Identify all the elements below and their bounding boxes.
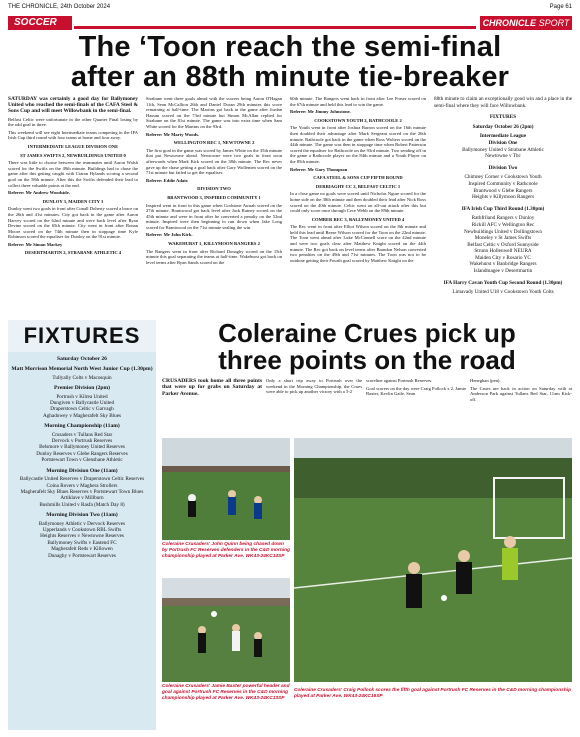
fixture-line: Rickill AFC v Wellington Rec	[471, 221, 535, 228]
match-heading: DUNLOY 3, MAIDEN CITY 3	[42, 198, 104, 204]
paragraph: This weekend will see eight Intermediate teams competing in the IFA Irish Cup third round with four teams at home and four away.	[8, 129, 138, 141]
fixture-line: Belfast Celtic v Oxford Sunnyside	[467, 241, 539, 248]
fixture-line: Portrush v Kilrea United	[56, 393, 108, 400]
fixture-line: Magherafelt Reds v Killowen	[51, 546, 113, 553]
fixture-line: Tullyally Colts v Macosquin	[52, 374, 112, 381]
fixture-line: Brantwood v Glebe Rangers	[473, 187, 533, 194]
fixture-line: Artiklave v Millburn	[60, 495, 104, 502]
referee-line: Referee: Mr Jimmy Johnstone.	[290, 109, 351, 115]
fixture-group-heading: Division Two	[488, 164, 518, 171]
fixture-line: Strunn Hollenwell NEURA	[474, 248, 532, 255]
fixture-group-heading: Intermediate League	[479, 133, 527, 140]
fixture-line: Maiden City v Rosario YC	[475, 254, 531, 261]
fixture-group-heading: Morning Division One (11am)	[46, 467, 118, 474]
fixture-line: Coina Rovers v Maghera Strollers	[46, 482, 118, 489]
fixtures-date: Saturday October 26 (2pm)	[472, 123, 534, 130]
paragraph: Heneghan (pen).	[470, 378, 501, 383]
match-heading: COOKSTOWN YOUTH 2, RATHCOOLE 2	[314, 117, 402, 123]
match-photo-1	[162, 438, 290, 540]
fixture-line: Inspired Community v Rathcoole	[468, 180, 538, 187]
paragraph: 88th minute to claim an exceptionally good win and a place in the semi-final where they will face Willowbank.	[434, 96, 572, 109]
fixture-line: Draperstown Celtic v Garvagh	[50, 406, 114, 413]
referee-line: Referee: Mr Marty Woods.	[146, 131, 200, 137]
paragraph: Only a short trip away to Portrush over the weekend in the Morning Championship, the Crues were able to pick up another victory with a 5-2	[266, 378, 362, 395]
fixtures-title: FIXTURES	[8, 320, 156, 352]
match-heading: WELLINGTON REC 1, NEWTOWNE 2	[173, 140, 255, 146]
referee-line: Referee: Mr John Kirk.	[146, 232, 193, 238]
paragraph: Dunloy went two goals in front after Conall Doherty scored a brace on the 26th and 41st minutes. City got back in the game after Aaron Harvey scored on the 62nd minute and were back level after Ryan Devine scored on the 65th minute. City went in front after Ronan Moore scored on the 74th minute then in stoppage time Kyle Robinson scored the equaliser for Dunloy on the 91st minute.	[8, 206, 138, 240]
referee-line: Referee: Mr Simon Mackey	[8, 241, 63, 247]
fixture-line: Ballymoney United v Strabane Athletic	[462, 146, 544, 153]
fixture-line: Belsmore v Ballymoney United Reserves	[39, 444, 125, 451]
article2-column-1	[162, 378, 262, 438]
paragraph: The Rec went in front after Elliot Wilson scored on the 8th minute and held this lead until Reese Wilson scored for the Toon on the 22nd minute. The Toon went ahead after Luke McConnell score on the 42nd minute and were two goals clear after Matthew Knight scored on the 44th minute. The Rec got back on level terms after Brandon Nelson converted two penalties on the 49th and 71st minutes. The Toon was not to be outdone getting their Fourth goal scored by Matthew Knight on the	[290, 224, 426, 263]
article2-column-2	[266, 378, 362, 438]
photo-3-image	[294, 438, 572, 682]
fixture-line: Wakehurst v Banbridge Rangers	[469, 261, 537, 268]
fixture-line: Islandmagee v Desertmartin	[473, 268, 533, 275]
subheading: DIVISION TWO	[197, 186, 231, 192]
photo-2-image	[162, 578, 290, 682]
subheading: INTERMEDIATE LEAGUE DIVISION ONE	[27, 143, 119, 149]
article-column-2	[146, 96, 282, 318]
paragraph: The Crues are back in action on Saturday with at Anderson Park against Tullans Red Star, 11am Kick-off.	[470, 385, 572, 402]
fixture-line: Ballymoney Swifts v Eastend FC	[47, 539, 117, 546]
article2-lead: CRUSADERS took home all three points that were up for grabs on Saturday at Parker Avenue.	[162, 378, 262, 397]
fixtures-heading: FIXTURES	[489, 114, 517, 121]
section-rule	[74, 26, 476, 29]
article-column-4	[434, 96, 572, 318]
fixture-line: Newbuildings United v Dollingstown	[464, 228, 542, 235]
referee-line: Referee: Mr Gary Thompson	[290, 166, 348, 172]
photo-1-caption: Coleraine Crusaders' John Quinn being chased down by Portrush FC Reserves defenders in the C&D morning championship played at Parker Ave. WK43-24KC14SP	[162, 542, 290, 559]
fixture-line: Crusaders v Tullans Red Star	[51, 431, 113, 438]
fixture-line: Moneley v St James Swifts	[474, 235, 532, 242]
article2-column-4	[470, 378, 572, 438]
fixture-line: Chimney Corner v Cookstown Youth	[464, 174, 542, 181]
match-photo-3	[294, 438, 572, 682]
paragraph: Inspired went in front in this game when Godstone Awuah scored on the 27th minute. Brantwood got back level after Jack Rainey scored on the 45th minute and were in front after he converted a penalty on the 52nd minute. Inspired were then beginning to run down when Jake Long scored for Brantwood on the 71st minute sealing the win.	[146, 202, 282, 230]
running-head-left: THE CHRONICLE, 24th October 2024	[8, 4, 111, 10]
photo-1-image	[162, 438, 290, 540]
running-head	[8, 4, 572, 14]
match-heading: WAKEHURST 1, KILLYMOON RANGERS 2	[168, 241, 260, 247]
fixture-group-heading: Matt Morrison Memorial North West Junior Cup (1.30pm)	[11, 366, 153, 373]
fixture-line: Magherafelt Sky Blues Reserves v Portstewart Town Blues	[20, 488, 144, 495]
article-column-3	[290, 96, 426, 318]
fixture-line: Newtowne v Tbc	[485, 153, 521, 160]
fixture-line: Ballycastle United Reserves v Draperstown Celtic Reserves	[19, 476, 145, 483]
fixture-group-heading: Morning Championship (11am)	[44, 423, 120, 430]
sport-label: SPORT	[538, 18, 570, 28]
photo-2-caption: Coleraine Crusaders' Jamie Baxter powerful header and goal against Portrush FC Reserves in the C&D morning championship played at Parker Ave. WK43-24KC13SP	[162, 684, 290, 701]
paragraph: Belfast Celtic were unfortunate in the other Quarter Final losing by the odd goal in three.	[8, 116, 138, 128]
paragraph: The Rangers went in front after Richard Donaghy scored on the 15th minute this goal separating the teams at half-time. Wakehurst got back on level terms after Ryan Sands scored on the	[146, 248, 282, 265]
paragraph: In a close game no goals were scored until Nicholas Ngure scored for the home side on the 38th minute and then doubled their lead after Nick Ross scored on the 40th minute. Celtic went on all-out attack after this but could only score once through Cece Webb on the 89th minute.	[290, 191, 426, 214]
paragraph: 60th minute. The Rangers went back in front after Lee Fraser scored on the 67th minute and held this lead to win the game.	[290, 96, 426, 107]
paragraph: Goal scorers on the day were Craig Pollock x 2, Jamie Baxter, Kevlin Gaile, Sean	[366, 385, 466, 397]
match-heading: DESERTMARTIN 2, STRABANE ATHLETIC 4	[24, 250, 122, 256]
match-photo-2	[162, 578, 290, 682]
running-head-right: Page 61	[549, 4, 572, 10]
paragraph: Strabane went three goals ahead with the scorers being Aaron O'Hagan 11th, Sean McCallion 26th and Daniel Doran 29th minutes this score remaining at half-time. The Martins got back in the game after Jordan Hassan scored on the 73rd minute but Simon McAllan replied for Strabane on the 81st minute. The game was into extra time when Sam White scored for the Martins on the 93rd.	[146, 96, 282, 129]
fixture-line: Rathfriland Rangers v Dunloy	[471, 215, 535, 222]
chronicle-sport-label	[480, 16, 572, 30]
paragraph: The first goal in the game was scored by James White on the 35th minute that put Newtowne ahead. Newtowne were two goals in front soon afterwards when Mark Kirk scored on the 38th minute. The Rec never gave up the chase getting a goal back after Gary Wollemen scored on the 71st minute but failed to get the equaliser.	[146, 147, 282, 176]
fixture-line: Dungiven v Ballycastle United	[49, 400, 115, 407]
subheading: CAFA STEEL & SONS CUP FIFTH ROUND	[313, 175, 403, 181]
fixture-group-heading: Division One	[488, 139, 518, 146]
headline2-line-2: three points on the road	[218, 345, 516, 375]
fixtures-list	[8, 352, 156, 559]
fixture-line: Ballymoney Athletic v Dervock Reserves	[38, 520, 126, 527]
article-column-1	[8, 96, 138, 318]
fixture-line: Limavady United U18 v Cookstown Youth Colts	[452, 289, 554, 296]
fixture-line: Dunloy Reserves v Glebe Rangers Reserves	[36, 450, 128, 457]
referee-line: Referee: Mr Andrew Woodside.	[8, 190, 70, 196]
headline2-line-1: Coleraine Crues pick up	[218, 318, 516, 348]
match-heading: DERRIAGHY CC 2, BELFAST CELTIC 1	[315, 183, 401, 189]
chronicle-label: CHRONICLE	[482, 18, 537, 28]
article2-column-3	[366, 378, 466, 438]
article-lead: SATURDAY was certainly a good day for Ballymoney United who reached the semi-finals of the CAFA Steel & Sons Cup and will meet Willowbank in the semi-final.	[8, 96, 138, 115]
match-heading: ST JAMES SWIFTS 2, NEWBUILDINGS UNITED 0	[20, 152, 126, 158]
fixture-line: Dervock v Portrush Reserves	[51, 438, 113, 445]
paragraph: scoreline against Portrush Reserves.	[366, 378, 433, 383]
fixture-line: Aghadowey v Magherafelt Sky Blues	[42, 412, 122, 419]
section-bar	[8, 16, 572, 30]
fixture-line: Upperlands v Cookstown RBL Swifts	[42, 526, 122, 533]
main-headline	[8, 32, 572, 92]
match-heading: BRANTWOOD 3, INSPIRED COMMUNITY 1	[167, 194, 261, 200]
fixture-group-heading: IFA Harry Cavan Youth Cup Second Round (1.30pm)	[443, 279, 563, 286]
fixture-group-heading: Morning Division Two (11am)	[46, 512, 118, 519]
fixture-line: Bushmills United v Rasfa (Match Day 8)	[39, 501, 125, 508]
paragraph: The Youth went in front after Joshua Barron scored on the 16th minute then doubled their advantage after Mark Sergeant scored on the 26th minute. Rathcoole got back in the game when Ross Wolters scored on the 44th minute. The game was then in stoppage time when Robert Patterson scored the equaliser for Rathcoole on the 93rd minute. Two sending off in the game a Rathcoole player on the 84th minute and a Youth Player on the 85th minute.	[290, 125, 426, 164]
fixture-line: Heights Reserves v Newtowne Reserves	[40, 533, 124, 540]
headline-line-2: after an 88th minute tie-breaker	[70, 61, 510, 93]
headline-line-1: The ‘Toon reach the semi-final	[78, 31, 502, 63]
fixture-group-heading: Premier Division (2pm)	[53, 385, 111, 392]
second-headline	[162, 320, 572, 374]
paragraph: There was little to choose between the teammates until Aaron Walsh scored for the Swifts on the 49th minute. Buildings had to chase the game after this getting caught with Ciaran Hylands scoring a second goal on the 58th minute. After this the Swifts defended their lead to collect three valuable points at the end.	[8, 160, 138, 188]
fixture-group-heading: IFA Irish Cup Third Round (1.30pm)	[461, 205, 545, 212]
fixtures-date: Saturday October 26	[57, 356, 107, 362]
match-heading: COMBER REC 3, BALLYMONEY UNITED 4	[311, 216, 405, 222]
fixture-line: Heights v Killymoon Rangers	[471, 194, 535, 201]
soccer-label: SOCCER	[8, 16, 72, 30]
fixture-line: Dunaghy v Portstewart Reserves	[48, 552, 116, 559]
fixture-line: Portstewart Town v Glenshane Athletic	[41, 457, 123, 464]
referee-line: Referee: Eddie Adair.	[146, 177, 189, 183]
photo-3-caption: Coleraine Crusaders' Craig Pollock scores the fifth goal against Portrush FC Reserves in the C&D morning championship played at Parker Ave. WK43-24KC16SP	[294, 688, 572, 699]
